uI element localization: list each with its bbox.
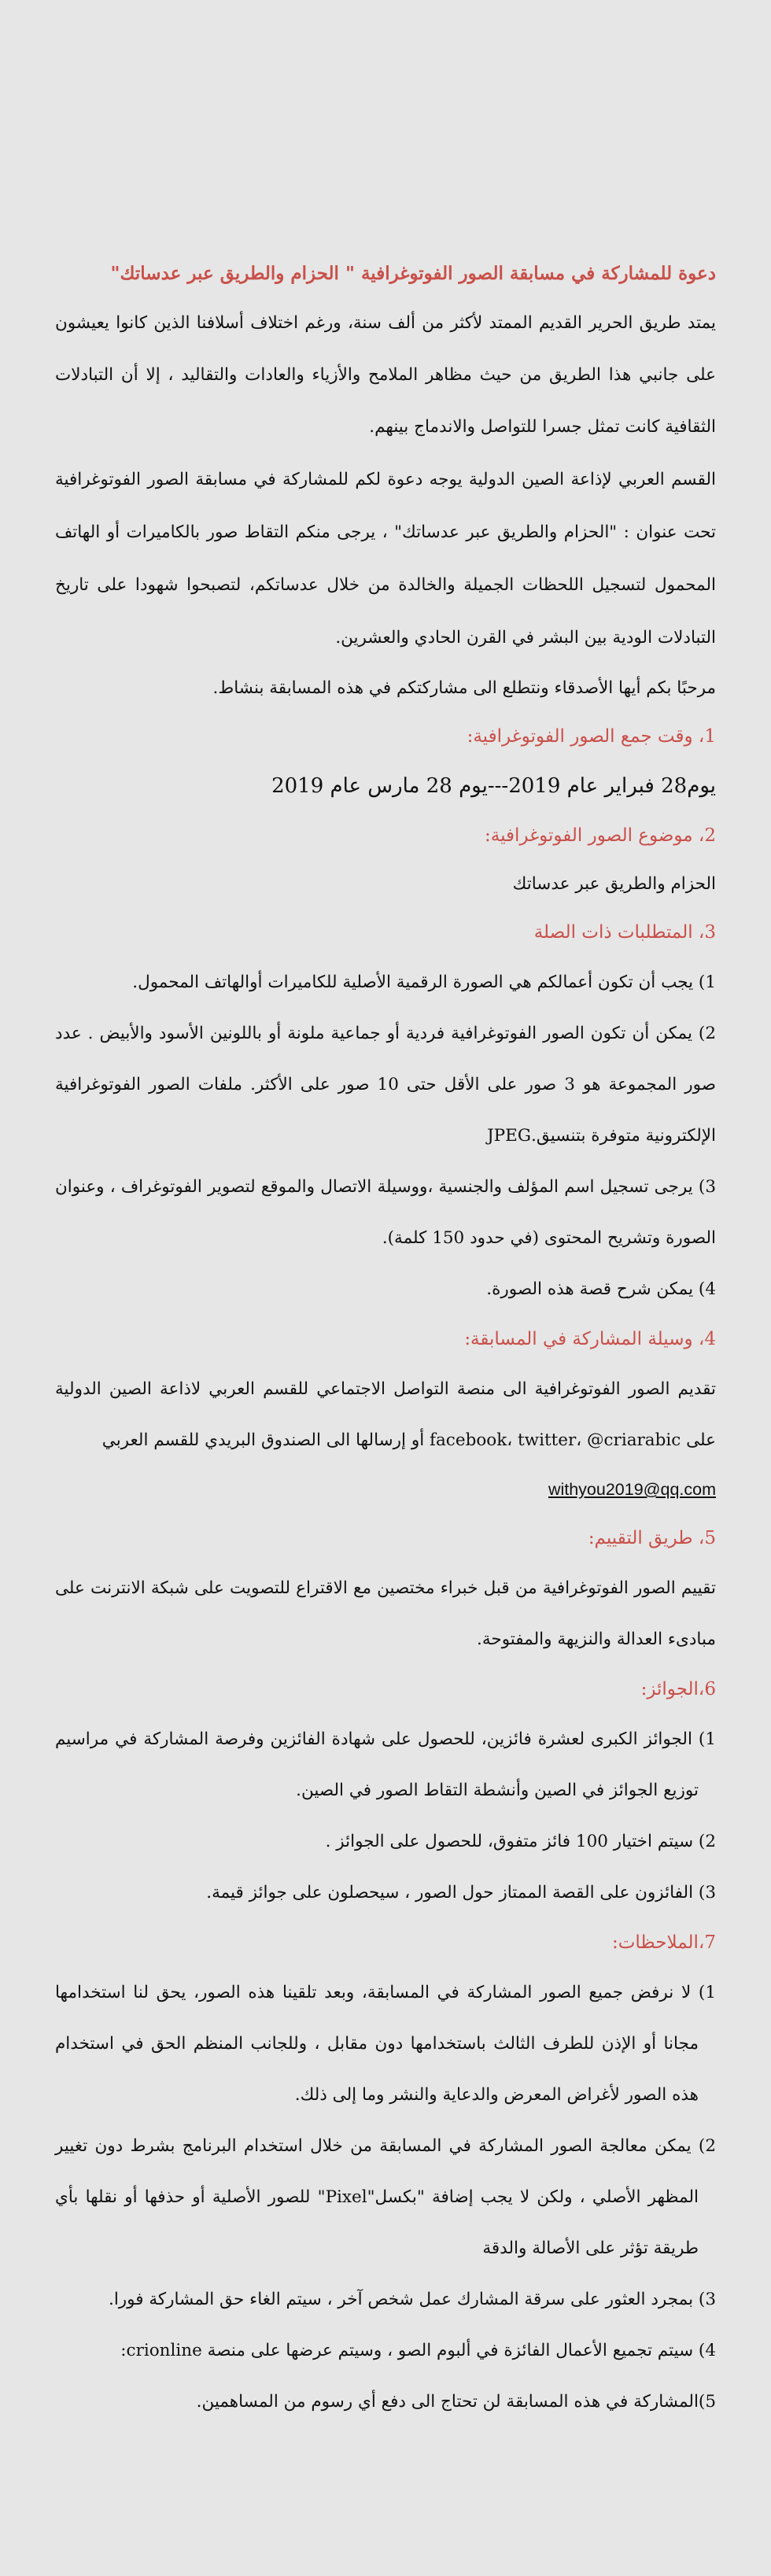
note-item-5: 5)المشاركة في هذه المسابقة لن تحتاج الى دفع أي رسوم من المساهمين. (196, 2392, 716, 2412)
requirement-item-1: 1) يجب أن تكون أعمالكم هي الصورة الرقمية الأصلية للكاميرات أوالهاتف المحمول. (132, 972, 716, 992)
intro-paragraph-1: يمتد طريق الحرير القديم الممتد لأكثر من ألف سنة، ورغم اختلاف أسلافنا الذين كانوا يعيشون على جانبي هذا الطريق من حيث مظاهر الملامح والأزياء والعادات والتقاليد ، إلا أن التبادلات الثقافية كانت تمثل جسرا للتواصل والاندماج بينهم. (55, 313, 716, 437)
requirement-item-4: 4) يمكن شرح قصة هذه الصورة. (486, 1279, 716, 1299)
section-participation-heading: 4، وسيلة المشاركة في المسابقة: (464, 1329, 716, 1349)
section-requirements-heading: 3، المتطلبات ذات الصلة (533, 922, 716, 943)
section-collection-time-body: يوم28 فبراير عام 2019---يوم 28 مارس عام 2019 (271, 774, 716, 798)
section-theme-body: الحزام والطريق عبر عدساتك (512, 874, 716, 894)
note-item-1: 1) لا نرفض جميع الصور المشاركة في المسابقة، وبعد تلقينا هذه الصور، يحق لنا استخدامها مجانا أو الإذن للطرف الثالث باستخدامها دون مقابل ، وللجانب المنظم الحق في استخدام هذه الصور لأغراض المعرض والدعاية والنشر وما إلى ذلك. (55, 1983, 716, 2105)
section-theme-heading: 2، موضوع الصور الفوتوغرافية: (485, 825, 716, 846)
requirement-item-3: 3) يرجى تسجيل اسم المؤلف والجنسية ،ووسيلة الاتصال والموقع لتصوير الفوتوغراف ، وعنوان الصورة وتشريح المحتوى (في حدود 150 كلمة). (55, 1177, 716, 1248)
section-prizes-heading: 6،الجوائز: (640, 1679, 716, 1699)
prize-item-2: 2) سيتم اختيار 100 فائز متفوق، للحصول على الجوائز . (325, 1832, 716, 1851)
requirement-item-2: 2) يمكن أن تكون الصور الفوتوغرافية فردية أو جماعية ملونة أو باللونين الأسود والأبيض . عدد صور المجموعة هو 3 صور على الأقل حتى 10 صور على الأكثر. ملفات الصور الفوتوغرافية الإلكترونية متوفرة بتنسيق.JPEG (55, 1024, 717, 1146)
prize-item-3: 3) الفائزون على القصة الممتاز حول الصور ، سيحصلون على جوائز قيمة. (206, 1883, 716, 1902)
intro-paragraph-3: مرحبًا بكم أيها الأصدقاء ونتطلع الى مشاركتكم في هذه المسابقة بنشاط. (212, 678, 716, 698)
section-participation-body: تقديم الصور الفوتوغرافية الى منصة التواصل الاجتماعي للقسم العربي لاذاعة الصين الدولية على facebook، twitter، @criarabic أو إرسالها الى الصندوق البريدي للقسم العربي (55, 1379, 716, 1450)
email-link[interactable]: withyou2019@qq.com (548, 1480, 716, 1499)
section-evaluation-body: تقييم الصور الفوتوغرافية من قبل خبراء مختصين مع الاقتراع للتصويت على شبكة الانترنت على مبادىء العدالة والنزيهة والمفتوحة. (55, 1578, 716, 1649)
note-item-4: 4) سيتم تجميع الأعمال الفائزة في ألبوم الصو ، وسيتم عرضها على منصة crionline: (120, 2341, 716, 2360)
intro-paragraph-2: القسم العربي لإذاعة الصين الدولية يوجه دعوة لكم للمشاركة في مسابقة الصور الفوتوغرافية تحت عنوان : "الحزام والطريق عبر عدساتك" ، يرجى منكم التقاط صور بالكاميرات أو الهاتف المحمول لتسجيل اللحظات الجميلة والخالدة من خلال عدساتكم، لتصبحوا شهودا على تاريخ التبادلات الودية بين البشر في القرن الحادي والعشرين. (55, 470, 716, 648)
section-notes-heading: 7،الملاحظات: (612, 1932, 716, 1953)
prize-item-1: 1) الجوائز الكبرى لعشرة فائزين، للحصول على شهادة الفائزين وفرصة المشاركة في مراسيم توزيع الجوائز في الصين وأنشطة التقاط الصور في الصين. (55, 1729, 716, 1800)
email-line (55, 1466, 716, 1514)
section-collection-time-heading: 1، وقت جمع الصور الفوتوغرافية: (467, 726, 716, 747)
section-evaluation-heading: 5، طريق التقييم: (588, 1528, 716, 1548)
note-item-2: 2) يمكن معالجة الصور المشاركة في المسابقة من خلال استخدام البرنامج بشرط دون تغيير المظهر الأصلي ، ولكن لا يجب إضافة "بكسل"Pixel" للصور الأصلية أو حذفها أو نقلها بأي طريقة تؤثر على الأصالة والدقة (55, 2136, 716, 2258)
invitation-title: دعوة للمشاركة في مسابقة الصور الفوتوغرافية " الحزام والطريق عبر عدساتك" (110, 263, 716, 284)
note-item-3: 3) بمجرد العثور على سرقة المشارك عمل شخص آخر ، سيتم الغاء حق المشاركة فورا. (108, 2290, 716, 2309)
